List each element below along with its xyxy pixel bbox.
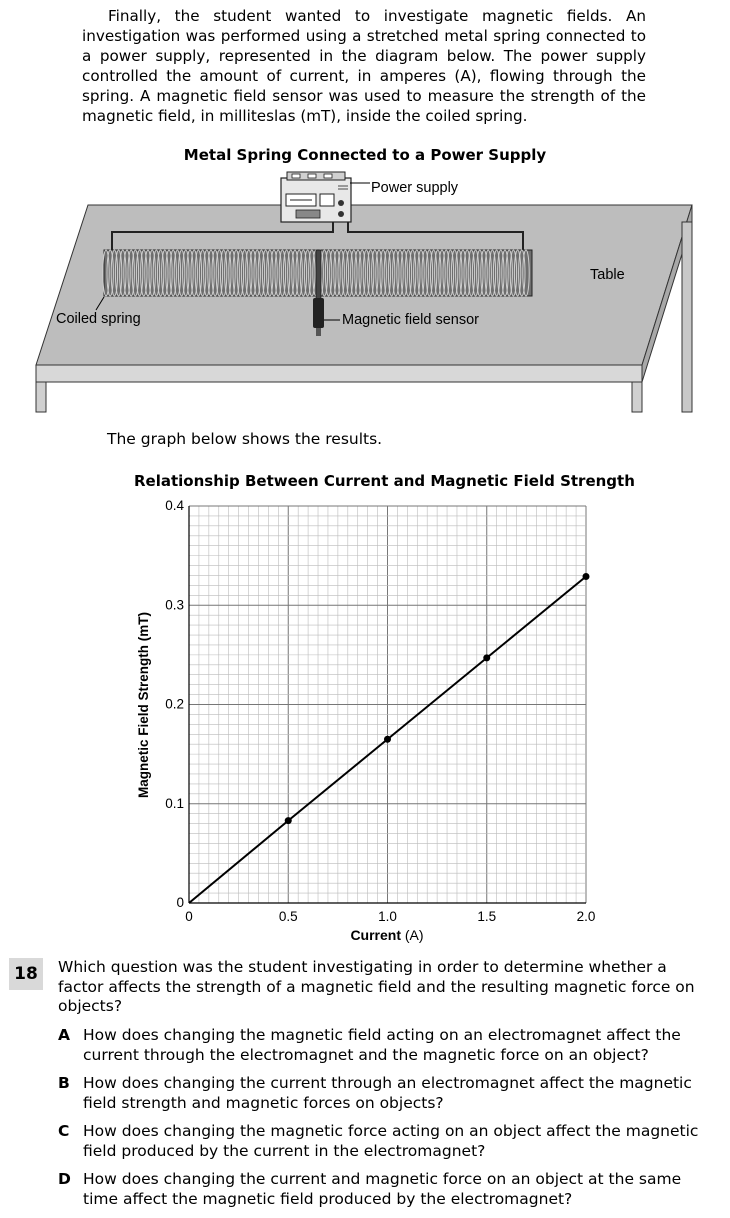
data-point — [483, 654, 490, 661]
y-tick-label: 0.3 — [165, 597, 184, 613]
choice-letter: B — [58, 1074, 70, 1092]
choice-letter: D — [58, 1170, 71, 1188]
choice-text: How does changing the current and magnetic force on an object at the same time affect the magnetic field produced by the electromagnet? — [83, 1170, 682, 1208]
choice-letter: A — [58, 1026, 70, 1044]
y-tick-label: 0.2 — [165, 696, 184, 712]
intro-text: Finally, the student wanted to investigate magnetic fields. An investigation was performed using a stretched metal spring connected to a power supply, represented in the diagram below. The power supply controlled the amount of current, in amperes (A), flowing through the spring. A magnetic field sensor was used to measure the strength of the magnetic field, in milliteslas (mT), inside the coiled spring. — [82, 7, 646, 125]
x-axis-label-main: Current — [350, 927, 401, 943]
choice-text: How does changing the magnetic field acting on an electromagnet affect the current through the electromagnet and the magnetic force on an object? — [83, 1026, 681, 1064]
question-number: 18 — [9, 958, 43, 990]
y-tick-label: 0.4 — [165, 498, 184, 513]
y-tick-label: 0 — [176, 895, 184, 910]
x-tick-label: 2.0 — [576, 909, 596, 924]
table-leg-left — [36, 382, 46, 412]
data-point — [583, 573, 590, 580]
choice-letter: C — [58, 1122, 70, 1140]
table-leg-right — [632, 382, 642, 412]
table-leg-back — [682, 222, 692, 412]
x-tick-label: 1.5 — [477, 909, 497, 924]
coiled-spring-label: Coiled spring — [56, 311, 141, 327]
chart-title: Relationship Between Current and Magnetic Field Strength — [134, 472, 635, 490]
data-point — [285, 817, 292, 824]
x-axis-label-unit: (A) — [401, 927, 424, 943]
data-point — [384, 736, 391, 743]
power-supply — [281, 172, 351, 222]
current-vs-field-chart — [0, 495, 730, 950]
spring-diagram — [0, 170, 730, 420]
table-label: Table — [590, 267, 625, 283]
x-tick-label: 0 — [185, 909, 193, 924]
x-tick-label: 0.5 — [278, 909, 298, 924]
power-supply-label: Power supply — [371, 180, 459, 196]
diagram-title: Metal Spring Connected to a Power Supply — [183, 146, 547, 164]
y-tick-label: 0.1 — [165, 795, 184, 811]
choice-text: How does changing the magnetic force acting on an object affect the magnetic field produced by the current in the electromagnet? — [83, 1122, 699, 1160]
question-stem: Which question was the student investigating in order to determine whether a factor affects the strength of a magnetic field and the resulting magnetic force on objects? — [58, 958, 695, 1015]
graph-intro: The graph below shows the results. — [107, 430, 383, 448]
choice-text: How does changing the current through an electromagnet affect the magnetic field strength and magnetic forces on objects? — [83, 1074, 692, 1112]
x-tick-label: 1.0 — [378, 909, 397, 924]
table-edge — [36, 365, 642, 382]
sensor-label: Magnetic field sensor — [342, 312, 480, 328]
y-axis-label: Magnetic Field Strength (mT) — [136, 611, 151, 799]
x-axis-label — [350, 927, 423, 943]
intro-paragraph — [82, 6, 646, 126]
